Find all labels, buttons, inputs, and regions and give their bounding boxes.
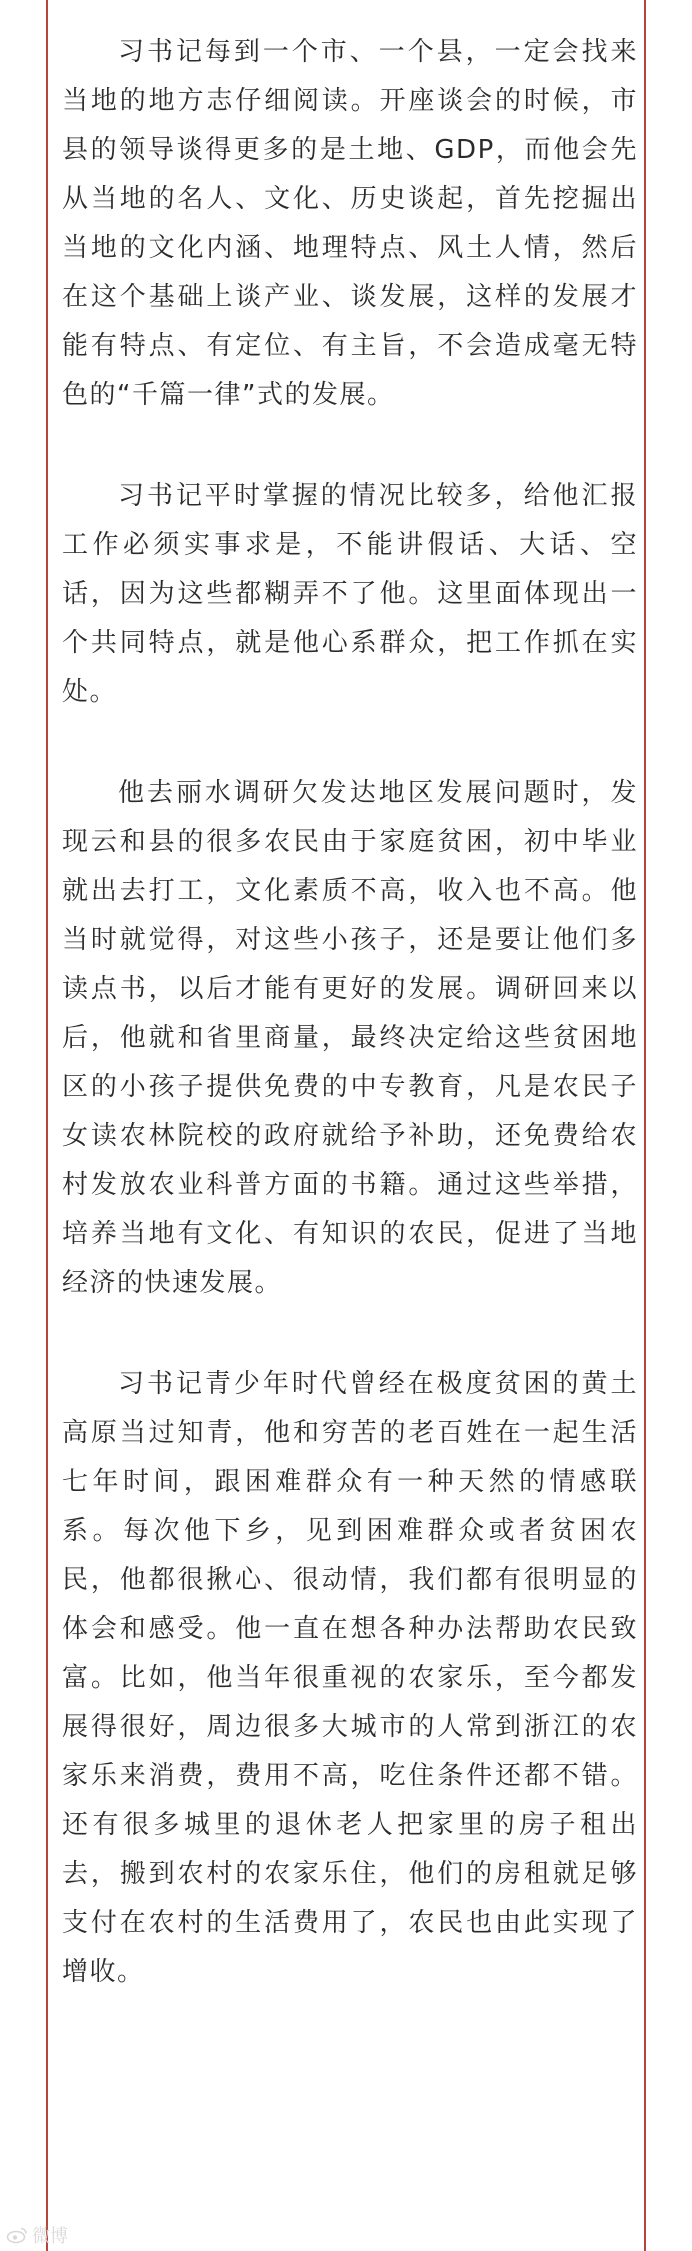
paragraph-seek-truth: 习书记平时掌握的情况比较多，给他汇报工作必须实事求是，不能讲假话、大话、空话，因为这些都糊弄不了他。这里面体现出一个共同特点，就是他心系群众，把工作抓在实处。 <box>62 481 638 707</box>
paragraph-lishui-education: 他去丽水调研欠发达地区发展问题时，发现云和县的很多农民由于家庭贫困，初中毕业就出去打工，文化素质不高，收入也不高。他当时就觉得，对这些小孩子，还是要让他们多读点书，以后才能有更好的发展。调研回来以后，他就和省里商量，最终决定给这些贫困地区的小孩子提供免费的中专教育，凡是农民子女读农林院校的政府就给予补助，还免费给农村发放农业科普方面的书籍。通过这些举措，培养当地有文化、有知识的农民，促进了当地经济的快速发展。 <box>62 778 638 1298</box>
paragraph-rural-tourism: 习书记青少年时代曾经在极度贫困的黄土高原当过知青，他和穷苦的老百姓在一起生活七年时间，跟困难群众有一种天然的情感联系。每次他下乡，见到困难群众或者贫困农民，他都很揪心、很动情，我们都有很明显的体会和感受。他一直在想各种办法帮助农民致富。比如，他当年很重视的农家乐，至今都发展得很好，周边很多大城市的人常到浙江的农家乐来消费，费用不高，吃住条件还都不错。还有很多城里的退休老人把家里的房子租出去，搬到农村的农家乐住，他们的房租就足够支付在农村的生活费用了，农民也由此实现了增收。 <box>62 1369 638 1987</box>
weibo-watermark <box>6 2222 68 2248</box>
article-body <box>62 28 638 2049</box>
weibo-logo-icon <box>6 2226 28 2244</box>
paragraph-local-culture: 习书记每到一个市、一个县，一定会找来当地的地方志仔细阅读。开座谈会的时候，市县的领导谈得更多的是土地、GDP，而他会先从当地的名人、文化、历史谈起，首先挖掘出当地的文化内涵、地理特点、风土人情，然后在这个基础上谈产业、谈发展，这样的发展才能有特点、有定位、有主旨，不会造成毫无特色的“千篇一律”式的发展。 <box>62 37 638 410</box>
left-border-rule <box>46 0 48 2251</box>
watermark-label: 微博 <box>32 2226 68 2247</box>
right-border-rule <box>644 0 646 2251</box>
